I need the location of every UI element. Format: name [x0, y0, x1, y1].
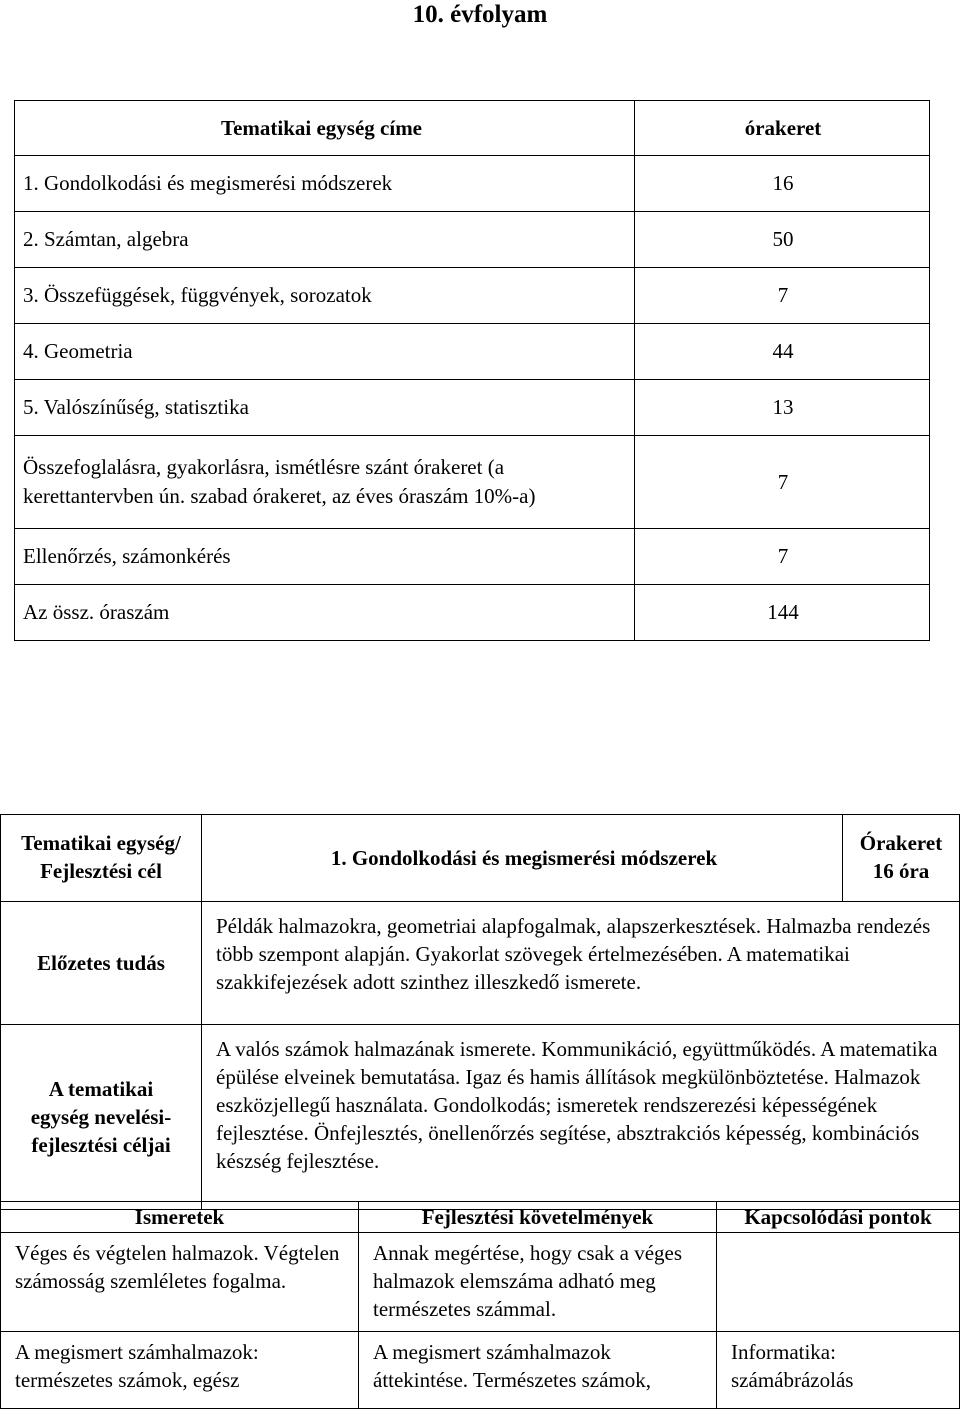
unit-header-row	[1, 815, 960, 902]
unit-description-table	[0, 814, 960, 1210]
overview-header-row	[15, 101, 930, 156]
unit-theme-title: 1. Gondolkodási és megismerési módszerek	[202, 815, 843, 902]
theme-label-cell	[1, 815, 202, 902]
overview-hours: 44	[635, 324, 930, 380]
table-row	[15, 324, 930, 380]
overview-header-topic: Tematikai egység címe	[15, 101, 635, 156]
links-cell	[717, 1233, 960, 1332]
details-header-row	[1, 1202, 960, 1233]
table-row	[15, 436, 930, 529]
hours-label: Órakeret	[859, 831, 943, 855]
table-row	[15, 268, 930, 324]
overview-topic: 1. Gondolkodási és megismerési módszerek	[15, 156, 635, 212]
overview-hours: 7	[635, 529, 930, 585]
unit-hours-cell	[843, 815, 960, 902]
theme-label-line1: Tematikai egység/	[21, 831, 181, 855]
table-row	[15, 380, 930, 436]
hours-value: 16 óra	[872, 859, 930, 883]
prior-knowledge-label: Előzetes tudás	[1, 902, 202, 1025]
goals-label-line1: A tematikai	[48, 1077, 154, 1101]
links-cell: Informatika: számábrázolás	[717, 1332, 960, 1409]
header-knowledge: Ismeretek	[1, 1202, 359, 1233]
details-table	[0, 1201, 960, 1409]
overview-topic: Ellenőrzés, számonkérés	[15, 529, 635, 585]
overview-topic: 5. Valószínűség, statisztika	[15, 380, 635, 436]
overview-hours: 13	[635, 380, 930, 436]
page-title: 10. évfolyam	[412, 1, 548, 28]
overview-topic: Összefoglalásra, gyakorlásra, ismétlésre szánt órakeret (a kerettantervben ún. szabad órakeret, az éves óraszám 10%-a)	[15, 436, 635, 529]
hours-overview-table	[14, 100, 930, 641]
overview-hours: 16	[635, 156, 930, 212]
knowledge-cell: A megismert számhalmazok: természetes számok, egész	[1, 1332, 359, 1409]
requirements-cell: A megismert számhalmazok áttekintése. Természetes számok,	[359, 1332, 717, 1409]
goals-label-cell	[1, 1025, 202, 1210]
table-row	[15, 156, 930, 212]
table-row	[1, 1233, 960, 1332]
goals-row	[1, 1025, 960, 1210]
overview-hours: 50	[635, 212, 930, 268]
goals-label-line3: fejlesztési céljai	[31, 1133, 171, 1157]
overview-hours: 7	[635, 436, 930, 529]
header-requirements: Fejlesztési követelmények	[359, 1202, 717, 1233]
prior-knowledge-row	[1, 902, 960, 1025]
header-links: Kapcsolódási pontok	[717, 1202, 960, 1233]
theme-label-line2: Fejlesztési cél	[40, 859, 162, 883]
goals-label-line2: egység nevelési-	[30, 1105, 172, 1129]
overview-header-hours: órakeret	[635, 101, 930, 156]
goals-text: A valós számok halmazának ismerete. Kommunikáció, együttműködés. A matematika épülése elveinek bemutatása. Igaz és hamis állítások megkülönböztetése. Halmazok eszközjellegű használata. Gondolkodás; ismeretek rendszerezési képességének fejlesztése. Önfejlesztés, önellenőrzés segítése, absztrakciós képesség, kombinációs készség fejlesztése.	[202, 1025, 960, 1210]
overview-topic: 4. Geometria	[15, 324, 635, 380]
table-row	[15, 529, 930, 585]
table-row	[15, 212, 930, 268]
overview-hours: 7	[635, 268, 930, 324]
overview-topic: 3. Összefüggések, függvények, sorozatok	[15, 268, 635, 324]
table-row	[15, 585, 930, 641]
knowledge-cell: Véges és végtelen halmazok. Végtelen számosság szemléletes fogalma.	[1, 1233, 359, 1332]
requirements-cell: Annak megértése, hogy csak a véges halmazok elemszáma adható meg természetes számmal.	[359, 1233, 717, 1332]
overview-hours: 144	[635, 585, 930, 641]
prior-knowledge-text: Példák halmazokra, geometriai alapfogalmak, alapszerkesztések. Halmazba rendezés több szempont alapján. Gyakorlat szövegek értelmezésében. A matematikai szakkifejezések adott szinthez illeszkedő ismerete.	[202, 902, 960, 1025]
overview-topic: Az össz. óraszám	[15, 585, 635, 641]
overview-topic: 2. Számtan, algebra	[15, 212, 635, 268]
